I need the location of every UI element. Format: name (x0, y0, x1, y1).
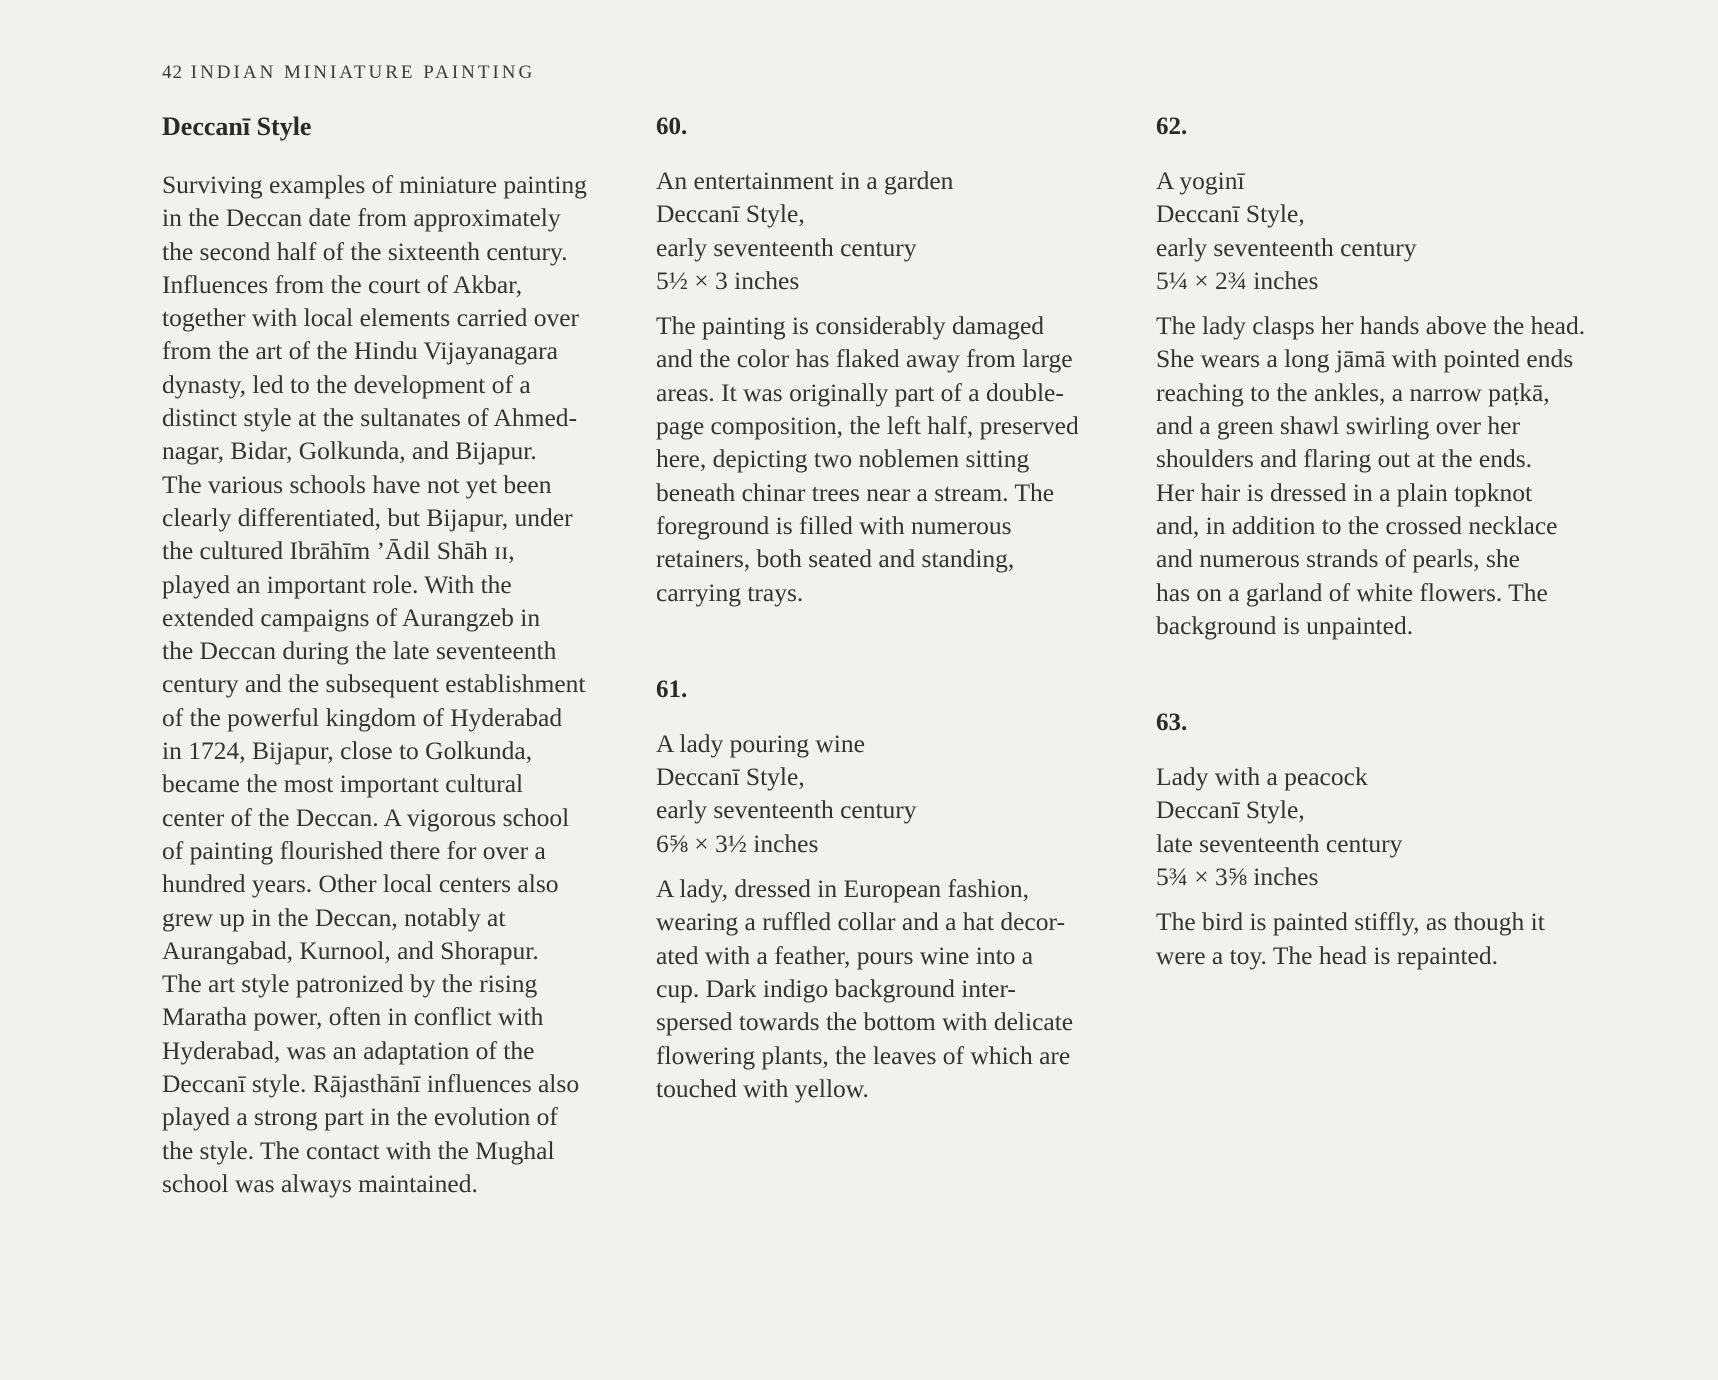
plate-dimensions: 5¼ × 2¾ inches (1156, 265, 1319, 295)
desc-line: Her hair is dressed in a plain topknot (1156, 477, 1533, 507)
desc-line: has on a garland of white flowers. The (1156, 577, 1548, 607)
plate-dimensions: 6⅝ × 3½ inches (656, 828, 819, 858)
essay-line: The art style patronized by the rising (162, 969, 538, 999)
section-title: Deccanī Style (162, 112, 312, 141)
desc-line: The lady clasps her hands above the head. (1156, 311, 1586, 341)
plate-date: early seventeenth century (656, 795, 917, 825)
essay-line: center of the Deccan. A vigorous school (162, 802, 570, 832)
plates-column-middle (656, 110, 1136, 1105)
running-title: INDIAN MINIATURE PAINTING (190, 62, 536, 83)
desc-line: background is unpainted. (1156, 610, 1414, 640)
essay-line: became the most important cultural (162, 769, 524, 799)
plate-number: 60. (656, 113, 688, 140)
desc-line: ated with a feather, pours wine into a (656, 940, 1034, 970)
plate-title: A yoginī (1156, 166, 1245, 195)
plate-description (656, 872, 1136, 1105)
plate-61 (656, 673, 1136, 1105)
essay-line: of the powerful kingdom of Hyderabad (162, 702, 563, 732)
desc-line: and numerous strands of pearls, she (1156, 544, 1520, 574)
plate-caption (1156, 164, 1676, 297)
essay-line: school was always maintained. (162, 1168, 478, 1198)
page-number: 42 (162, 62, 183, 83)
intro-column (162, 110, 642, 1200)
essay-line: from the art of the Hindu Vijayanagara (162, 336, 558, 366)
essay-line: hundred years. Other local centers also (162, 869, 559, 899)
desc-line: beneath chinar trees near a stream. The (656, 477, 1055, 507)
desc-line: here, depicting two noblemen sitting (656, 444, 1030, 474)
plate-description (656, 309, 1136, 609)
essay-line: nagar, Bidar, Golkunda, and Bijapur. (162, 436, 537, 466)
plate-dimensions: 5½ × 3 inches (656, 265, 800, 295)
desc-line: She wears a long jāmā with pointed ends (1156, 344, 1574, 374)
plate-60 (656, 110, 1136, 609)
plate-description (1156, 309, 1676, 642)
desc-line: The painting is considerably damaged (656, 311, 1045, 341)
plate-style: Deccanī Style, (656, 199, 805, 229)
essay-line: the style. The contact with the Mughal (162, 1135, 555, 1165)
essay-line: clearly differentiated, but Bijapur, under (162, 502, 573, 532)
plate-style: Deccanī Style, (1156, 795, 1305, 825)
desc-line: shoulders and flaring out at the ends. (1156, 444, 1533, 474)
essay-line: in the Deccan date from approximately (162, 203, 561, 233)
plate-date: early seventeenth century (656, 232, 917, 262)
plate-date: early seventeenth century (1156, 232, 1417, 262)
desc-line: reaching to the ankles, a narrow paṭkā, (1156, 377, 1550, 407)
plate-date: late seventeenth century (1156, 828, 1403, 858)
plate-63 (1156, 706, 1676, 972)
essay-line: in 1724, Bijapur, close to Golkunda, (162, 736, 533, 766)
desc-line: retainers, both seated and standing, (656, 544, 1015, 574)
essay-line: together with local elements carried over (162, 303, 580, 333)
desc-line: and, in addition to the crossed necklace (1156, 510, 1558, 540)
desc-line: were a toy. The head is repainted. (1156, 940, 1498, 970)
plate-number: 63. (1156, 709, 1188, 737)
desc-line: A lady, dressed in European fashion, (656, 874, 1029, 904)
essay-line: Hyderabad, was an adaptation of the (162, 1035, 535, 1065)
plate-caption (1156, 760, 1676, 893)
essay-line: Maratha power, often in conflict with (162, 1002, 544, 1032)
plate-style: Deccanī Style, (656, 762, 805, 792)
plate-description (1156, 905, 1676, 972)
plate-dimensions: 5¾ × 3⅝ inches (1156, 862, 1319, 892)
essay-line: Surviving examples of miniature painting (162, 170, 587, 199)
plate-62 (1156, 110, 1676, 642)
essay-line: of painting flourished there for over a (162, 835, 546, 865)
plate-title: An entertainment in a garden (656, 166, 954, 195)
intro-essay (162, 168, 642, 1200)
plates-column-right (1156, 110, 1676, 972)
desc-line: flowering plants, the leaves of which are (656, 1040, 1071, 1070)
essay-line: extended campaigns of Aurangzeb in (162, 602, 541, 632)
desc-line: spersed towards the bottom with delicate (656, 1007, 1074, 1037)
desc-line: The bird is painted stiffly, as though it (1156, 907, 1545, 937)
essay-line: played an important role. With the (162, 569, 512, 599)
essay-line: Influences from the court of Akbar, (162, 269, 523, 299)
essay-line: played a strong part in the evolution of (162, 1102, 558, 1132)
desc-line: and a green shawl swirling over her (1156, 411, 1520, 441)
plate-caption (656, 164, 1136, 297)
essay-line: Deccanī style. Rājasthānī influences also (162, 1069, 580, 1099)
plate-title: A lady pouring wine (656, 728, 865, 758)
desc-line: areas. It was originally part of a double- (656, 377, 1064, 407)
essay-line: century and the subsequent establishment (162, 669, 586, 699)
essay-line: The various schools have not yet been (162, 469, 552, 499)
plate-title: Lady with a peacock (1156, 762, 1368, 792)
desc-line: page composition, the left half, preserved (656, 411, 1079, 441)
essay-line: Aurangabad, Kurnool, and Shorapur. (162, 935, 539, 965)
essay-line: the second half of the sixteenth century. (162, 236, 568, 266)
desc-line: foreground is filled with numerous (656, 510, 1012, 540)
desc-line: touched with yellow. (656, 1073, 869, 1103)
desc-line: carrying trays. (656, 577, 804, 607)
plate-style: Deccanī Style, (1156, 199, 1305, 229)
plate-caption (656, 727, 1136, 860)
essay-line: the cultured Ibrāhīm ’Ādil Shāh ɪɪ, (162, 536, 515, 566)
essay-line: the Deccan during the late seventeenth (162, 636, 557, 666)
running-head (162, 62, 535, 84)
essay-line: dynasty, led to the development of a (162, 369, 531, 399)
essay-line: distinct style at the sultanates of Ahmed- (162, 403, 577, 433)
plate-number: 62. (1156, 113, 1188, 140)
plate-number: 61. (656, 675, 688, 703)
desc-line: wearing a ruffled collar and a hat decor- (656, 907, 1065, 937)
desc-line: and the color has flaked away from large (656, 344, 1073, 374)
desc-line: cup. Dark indigo background inter- (656, 973, 1016, 1003)
essay-line: grew up in the Deccan, notably at (162, 902, 506, 932)
